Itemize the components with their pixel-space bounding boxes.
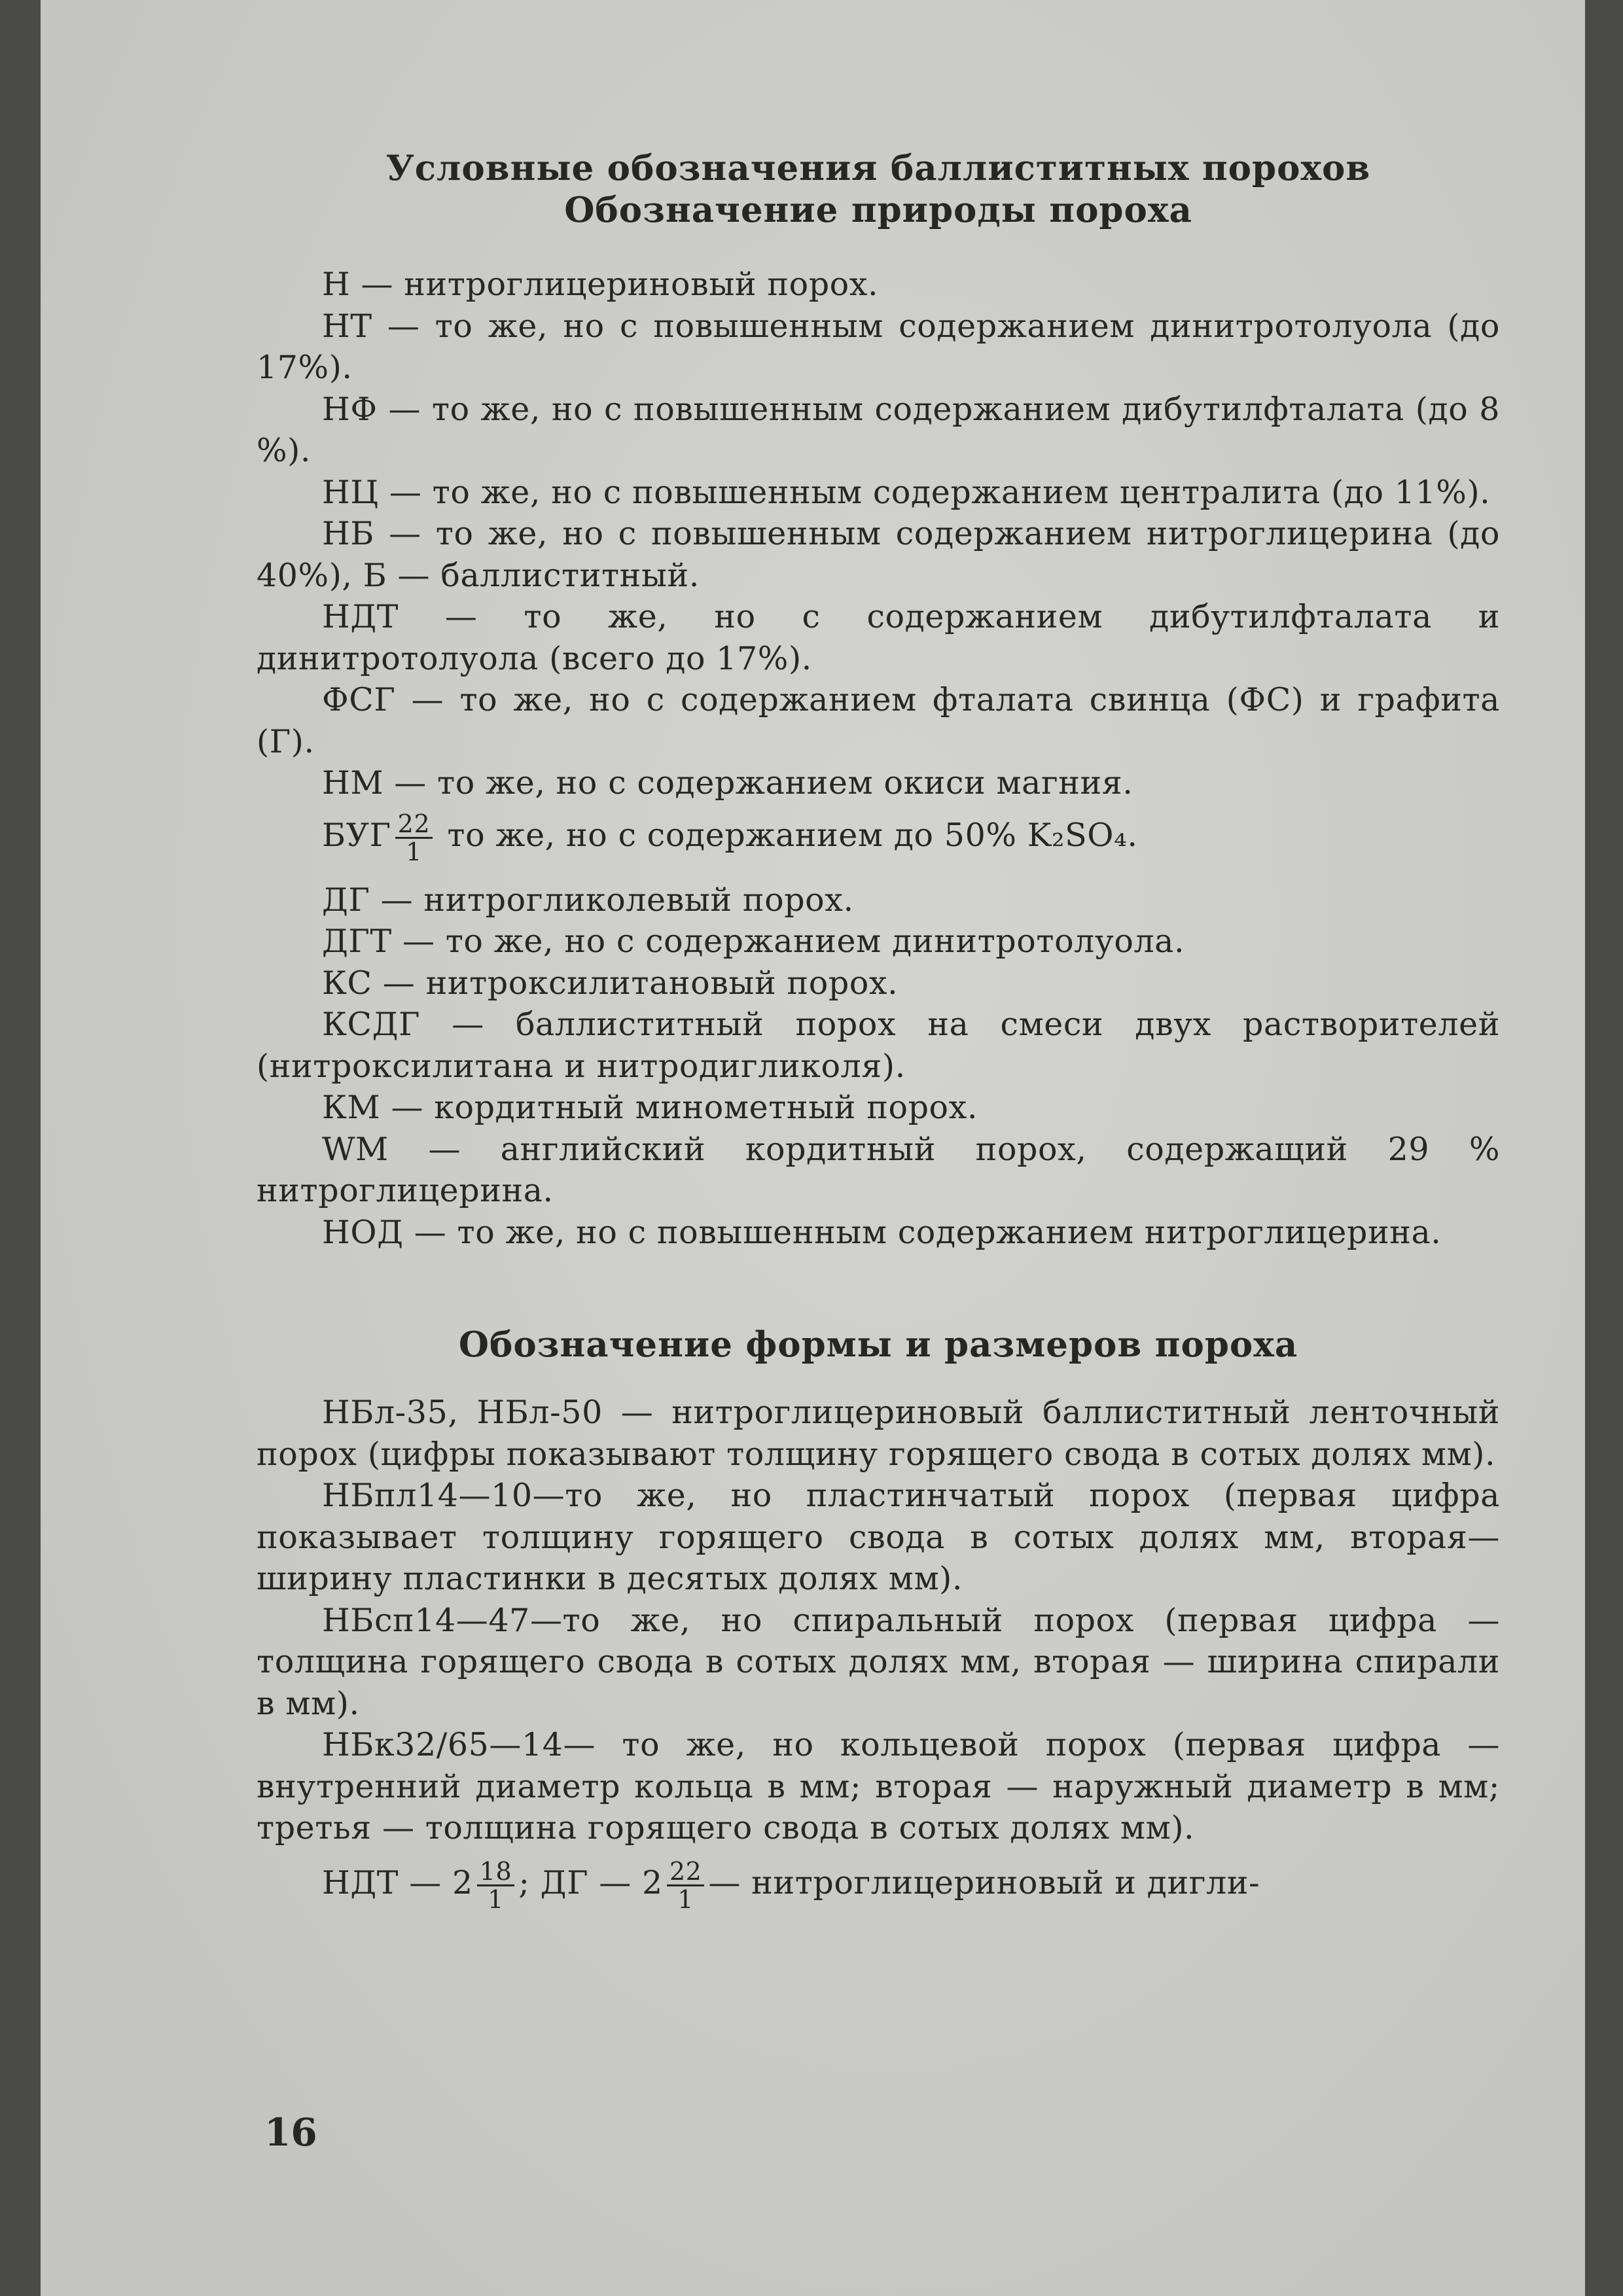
definition-paragraph: НБсп14—47—то же, но спиральный порох (первая цифра —толщина горящего свода в сотых долях мм, вторая — ширина спирали в мм). (257, 1601, 1500, 1722)
definition-paragraph: НФ — то же, но с повышенным содержанием дибутилфталата (до 8 %). (257, 390, 1500, 469)
fraction-1 (477, 1858, 515, 1913)
definition-paragraph: WM — английский кордитный порох, содержащий 29 % нитроглицерина. (257, 1130, 1500, 1209)
fraction-2 (667, 1858, 705, 1913)
definition-paragraph: ДГТ — то же, но с содержанием динитротолуола. (322, 923, 1185, 960)
definition-paragraph: НЦ — то же, но с повышенным содержанием централита (до 11%). (322, 473, 1491, 511)
definition-paragraph: Н — нитроглицериновый порох. (322, 266, 879, 303)
section-heading-form: Обозначение формы и размеров пороха (458, 1324, 1298, 1365)
fraction-denominator: 1 (488, 1884, 504, 1914)
definition-paragraph: НОД — то же, но с повышенным содержанием нитроглицерина. (322, 1213, 1442, 1251)
page-number: 16 (264, 2110, 317, 2155)
definition-paragraph: НДТ — то же, но с содержанием дибутилфталата и динитротолуола (всего до 17%). (257, 598, 1500, 677)
bug-suffix: то же, но с содержанием до 50% K₂SO₄. (447, 816, 1138, 854)
definition-paragraph: ДГ — нитрогликолевый порох. (322, 881, 854, 919)
definition-paragraph: КС — нитроксилитановый порох. (322, 964, 899, 1002)
fraction-denominator: 1 (677, 1884, 694, 1914)
fraction-numerator: 22 (395, 811, 433, 839)
definition-paragraph: НБ — то же, но с повышенным содержанием нитроглицерина (до 40%), Б — баллиститный. (257, 515, 1500, 594)
bug-prefix: БУГ (322, 816, 391, 854)
definition-paragraph: КСДГ — баллиститный порох на смеси двух растворителей (нитроксилитана и нитродигликоля). (257, 1006, 1500, 1085)
book-page (41, 0, 1585, 2296)
bug-fraction (395, 811, 433, 865)
fraction-numerator: 22 (667, 1858, 705, 1886)
definition-paragraph: НБк32/65—14— то же, но кольцевой порох (первая цифра — внутренний диаметр кольца в мм; вторая — наружный диаметр в мм; третья — толщина горящего свода в сотых долях мм). (257, 1726, 1500, 1846)
continuation-line (257, 1858, 1500, 1913)
definition-paragraph: НБпл14—10—то же, но пластинчатый порох (первая цифра показывает толщину горящего свода в сотых долях мм, вторая—ширину пластинки в десятых долях мм). (257, 1477, 1500, 1597)
form-definitions (257, 1392, 1500, 1913)
bug-formula (257, 811, 1500, 865)
definition-paragraph: КМ — кордитный минометный порох. (322, 1089, 978, 1126)
nature-definitions (257, 264, 1500, 1253)
fraction-numerator: 18 (477, 1858, 515, 1886)
definition-paragraph: НБл-35, НБл-50 — нитроглицериновый баллиститный ленточный порох (цифры показывают толщину горящего свода в сотых долях мм). (257, 1394, 1500, 1473)
page-content (257, 147, 1500, 1913)
definition-paragraph: ФСГ — то же, но с содержанием фталата свинца (ФС) и графита (Г). (257, 681, 1500, 760)
last-part-1: НДТ — 2 (322, 1863, 473, 1901)
definition-paragraph: НМ — то же, но с содержанием окиси магния. (322, 764, 1133, 802)
page-title: Условные обозначения баллиститных порохов (385, 148, 1371, 188)
definition-paragraph: НТ — то же, но с повышенным содержанием динитротолуола (до 17%). (257, 307, 1500, 386)
last-part-2: ; ДГ — 2 (518, 1863, 663, 1901)
fraction-denominator: 1 (406, 837, 422, 866)
section-heading-nature: Обозначение природы пороха (564, 190, 1192, 230)
last-part-3: — нитроглицериновый и дигли- (708, 1863, 1260, 1901)
